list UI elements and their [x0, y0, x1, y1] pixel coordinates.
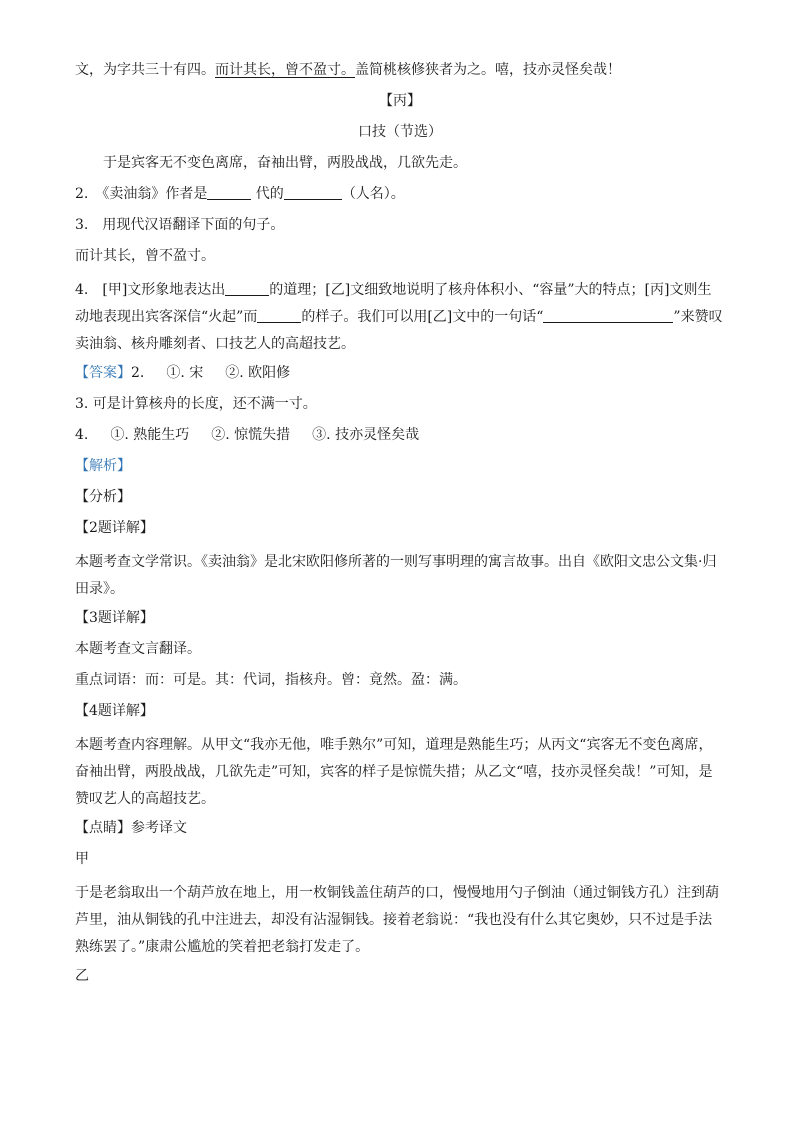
q2-text: 2. 《卖油翁》作者是: [75, 186, 208, 202]
answer-q3: 3. 可是计算核舟的长度，还不满一寸。: [75, 396, 317, 412]
answer-item: ②. 欧阳修: [225, 365, 291, 381]
answer-blank: [207, 185, 251, 200]
detail-2-text: 本题考查文学常识。《卖油翁》是北宋欧阳修所著的一则写事明理的寓言故事。出自《欧阳文忠公文集·归田录》。: [75, 554, 717, 597]
q2-text: （人名）。: [341, 186, 405, 202]
detail-3-text-1: 本题考查文言翻译。: [75, 641, 201, 657]
answer-q4: [75, 425, 725, 445]
q4-text: 的样子。我们可以用[乙]文中的一句话“: [301, 309, 544, 325]
q4-text: ”来赞叹卖油翁、核舟雕刻者、口技艺人的高超技艺。: [75, 309, 723, 352]
answer-item: ①. 宋: [166, 365, 204, 381]
detail-4-heading: 【4题详解】: [75, 703, 154, 719]
q2-text: 代的: [251, 186, 284, 202]
question-2: [75, 184, 725, 204]
bing-heading: 【丙】: [379, 93, 421, 109]
detail-2-heading: 【2题详解】: [75, 520, 154, 536]
bing-title: 口技（节选）: [358, 124, 442, 140]
question-3-prompt: 3. 用现代汉语翻译下面的句子。: [75, 217, 285, 233]
answer-blank: [225, 281, 269, 296]
q4-text: 的道理；[乙]文细致地说明了核舟体积小、“容量”大的特点；[丙]文则生动地表现出宾客深信“火起”而: [75, 282, 712, 325]
answer-item: ③. 技亦灵怪矣哉: [312, 427, 420, 443]
bing-text: 于是宾客无不变色离席，奋袖出臂，两股战战，几欲先走。: [103, 155, 467, 171]
underlined-sentence: 而计其长，曾不盈寸。: [215, 62, 355, 78]
text-segment: 文，为字共三十有四。: [75, 62, 215, 78]
answer-label: 【答案】: [75, 365, 131, 381]
translation-jia-text: 于是老翁取出一个葫芦放在地上，用一枚铜钱盖住葫芦的口，慢慢地用勺子倒油（通过铜钱方孔）注到葫芦里，油从铜钱的孔中注进去，却没有沾湿铜钱。接着老翁说：“我也没有什么其它奥妙，只不过是手法熟练罢了。”康肃公尴尬的笑着把老翁打发走了。: [75, 885, 719, 955]
answer-blank: [257, 308, 301, 323]
analysis-label: 【解析】: [75, 458, 131, 474]
question-3-sentence: 而计其长，曾不盈寸。: [75, 248, 215, 264]
answer-item: ①. 熟能生巧: [110, 427, 190, 443]
detail-4-text: 本题考查内容理解。从甲文“我亦无他，唯手熟尔”可知，道理是熟能生巧；从丙文“宾客无不变色离席，奋袖出臂，两股战战，几欲先走”可知，宾客的样子是惊慌失措；从乙文“嘻，技亦灵怪矣哉！”可知，是赞叹艺人的高超技艺。: [75, 737, 713, 807]
analysis-fenxi: 【分析】: [75, 489, 131, 505]
answer-q2: [75, 363, 725, 383]
classical-line-1: [75, 60, 725, 80]
document-page: [75, 60, 725, 997]
q4-text: 4. [甲]文形象地表达出: [75, 282, 226, 298]
dianjing-heading: 【点睛】参考译文: [75, 820, 187, 836]
answer-number: 2.: [131, 365, 145, 381]
answer-item: ②. 惊慌失措: [211, 427, 291, 443]
detail-3-heading: 【3题详解】: [75, 610, 154, 626]
text-segment: 盖简桃核修狭者为之。嘻，技亦灵怪矣哉！: [355, 62, 621, 78]
answer-blank: [284, 185, 342, 200]
translation-yi-label: 乙: [75, 968, 89, 984]
detail-3-text-2: 重点词语：而：可是。其：代词，指核舟。曾：竟然。盈：满。: [75, 672, 467, 688]
answer-blank: [543, 308, 673, 323]
question-4: [75, 277, 725, 358]
translation-jia-label: 甲: [75, 851, 89, 867]
answer-number: 4.: [75, 427, 89, 443]
